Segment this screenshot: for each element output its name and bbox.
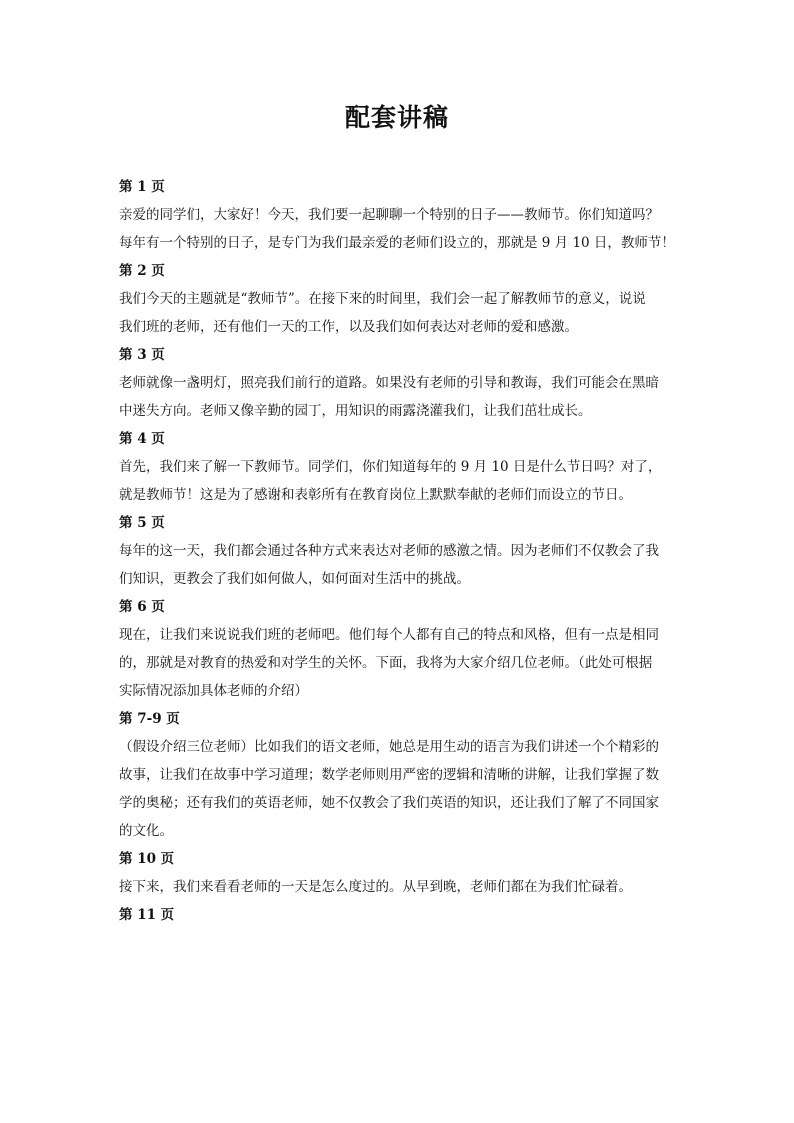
page-heading: 第 1 页 (119, 179, 165, 195)
paragraph-line: （假设介绍三位老师）比如我们的语文老师，她总是用生动的语言为我们讲述一个个精彩的 (119, 739, 659, 755)
paragraph-line: 每年有一个特别的日子，是专门为我们最亲爱的老师们设立的，那就是 9 月 10 日，教师节！ (119, 235, 675, 251)
page-heading: 第 7-9 页 (119, 711, 180, 727)
document-title: 配套讲稿 (344, 103, 449, 132)
paragraph-line: 中迷失方向。老师又像辛勤的园丁，用知识的雨露浇灌我们，让我们茁壮成长。 (119, 403, 592, 419)
page-heading: 第 6 页 (119, 599, 165, 615)
paragraph-line: 的文化。 (119, 823, 173, 839)
paragraph-line: 实际情况添加具体老师的介绍） (119, 683, 308, 699)
paragraph-line: 老师就像一盏明灯，照亮我们前行的道路。如果没有老师的引导和教诲，我们可能会在黑暗 (119, 375, 659, 391)
paragraph-line: 现在，让我们来说说我们班的老师吧。他们每个人都有自己的特点和风格，但有一点是相同 (119, 627, 659, 643)
paragraph-line: 我们今天的主题就是“教师节”。在接下来的时间里，我们会一起了解教师节的意义，说说 (119, 291, 646, 307)
paragraph-line: 学的奥秘；还有我们的英语老师，她不仅教会了我们英语的知识，还让我们了解了不同国家 (119, 795, 659, 811)
paragraph-line: 接下来，我们来看看老师的一天是怎么度过的。从早到晚，老师们都在为我们忙碌着。 (119, 879, 632, 895)
page-heading: 第 4 页 (119, 431, 165, 447)
paragraph-line: 故事，让我们在故事中学习道理；数学老师则用严密的逻辑和清晰的讲解，让我们掌握了数 (119, 767, 659, 783)
paragraph-line: 首先，我们来了解一下教师节。同学们，你们知道每年的 9 月 10 日是什么节日吗？对了， (119, 459, 662, 475)
paragraph-line: 每年的这一天，我们都会通过各种方式来表达对老师的感激之情。因为老师们不仅教会了我 (119, 543, 659, 559)
page-heading: 第 10 页 (119, 851, 175, 867)
paragraph-line: 亲爱的同学们，大家好！今天，我们要一起聊聊一个特别的日子——教师节。你们知道吗？ (119, 207, 659, 223)
paragraph-line: 就是教师节！这是为了感谢和表彰所有在教育岗位上默默奉献的老师们而设立的节日。 (119, 487, 632, 503)
page-heading: 第 3 页 (119, 347, 165, 363)
paragraph-line: 的，那就是对教育的热爱和对学生的关怀。下面，我将为大家介绍几位老师。（此处可根据 (119, 655, 653, 671)
page-heading: 第 11 页 (119, 907, 175, 923)
paragraph-line: 们知识，更教会了我们如何做人，如何面对生活中的挑战。 (119, 571, 470, 587)
document-body (119, 173, 691, 929)
page-heading: 第 5 页 (119, 515, 165, 531)
page-heading: 第 2 页 (119, 263, 165, 279)
paragraph-line: 我们班的老师，还有他们一天的工作，以及我们如何表达对老师的爱和感激。 (119, 319, 578, 335)
